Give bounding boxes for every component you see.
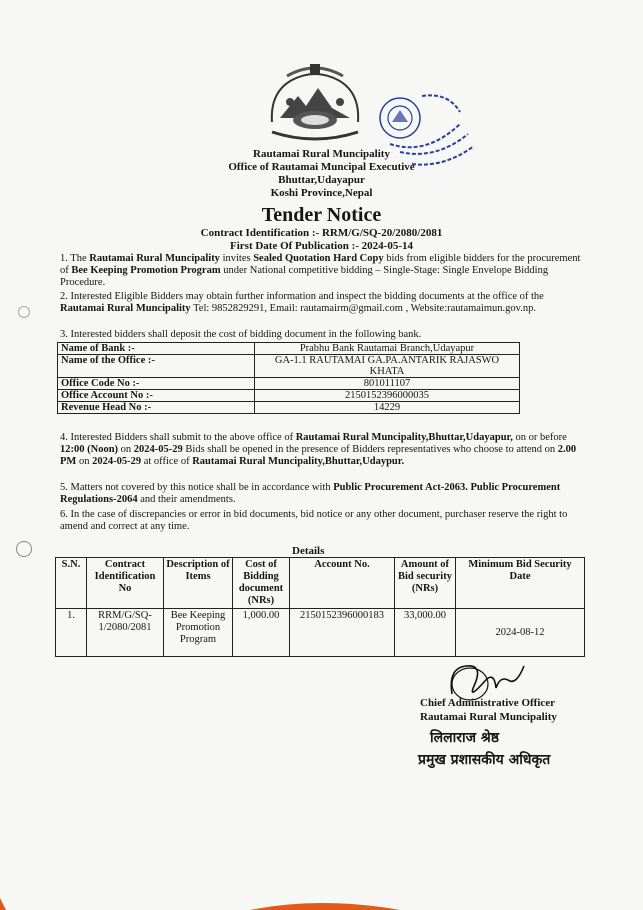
paragraph-1: 1. The Rautamai Rural Muncipality invites Sealed Quotation Hard Copy bids from eligible bidders for the procurement of Bee Keeping Promotion Program under National competitive bidding – Single-Stage: Single Envelope Bidding Procedure. — [60, 253, 581, 288]
header-min-date: Minimum Bid Security Date — [456, 558, 585, 609]
bank-details-table — [57, 342, 520, 414]
header-account: Account No. — [290, 558, 395, 609]
publication-date: First Date Of Publication :- 2024-05-14 — [230, 240, 413, 252]
details-caption: Details — [292, 545, 325, 557]
cell-contract-id: RRM/G/SQ-1/2080/2081 — [87, 609, 164, 657]
signatory-office: Rautamai Rural Muncipality — [420, 711, 557, 723]
cell-description: Bee Keeping Promotion Program — [164, 609, 233, 657]
bank-name-label: Name of Bank :- — [58, 343, 255, 355]
header-cost: Cost of Bidding document (NRs) — [233, 558, 290, 609]
details-table — [55, 557, 585, 657]
table-header-row — [56, 558, 585, 609]
office-account-label: Office Account No :- — [58, 390, 255, 402]
paragraph-6: 6. In the case of discrepancies or error in bid documents, bid notice or any other document, purchaser reserve the right to amend and correct at any time. — [60, 509, 568, 532]
table-row — [58, 390, 520, 402]
office-code-value: 801011107 — [255, 378, 520, 390]
cell-account: 2150152396000183 — [290, 609, 395, 657]
page-title: Tender Notice — [261, 204, 382, 226]
header-amount: Amount of Bid security (NRs) — [395, 558, 456, 609]
paragraph-4: 4. Interested Bidders shall submit to the above office of Rautamai Rural Muncipality,Bhuttar,Udayapur, on or before 12:00 (Noon) on 2024-05-29 Bids shall be opened in the presence of Bidders representatives who choose to attend on 2.00 PM on 2024-05-29 at office of Rautamai Rural Muncipality,Bhuttar,Udaypur. — [60, 432, 577, 467]
header-contract-id: Contract Identification No — [87, 558, 164, 609]
office-name-value: GA-1.1 RAUTAMAI GA.PA.ANTARIK RAJASWO KHATA — [255, 355, 520, 378]
cell-cost: 1,000.00 — [233, 609, 290, 657]
paragraph-3: 3. Interested bidders shall deposit the cost of bidding document in the following bank. — [60, 329, 422, 340]
office-code-label: Office Code No :- — [58, 378, 255, 390]
signatory-title-nepali: प्रमुख प्रशासकीय अधिकृत — [418, 752, 551, 768]
signatory-name-nepali: लिलाराज श्रेष्ठ — [430, 730, 500, 746]
table-row — [58, 355, 520, 378]
paragraph-2: 2. Interested Eligible Bidders may obtain further information and inspect the bidding documents at the office of the Rautamai Rural Muncipality Tel: 9852829291, Email: rautamairm@gmail.com , Website:rautamaimun.gov.np. — [60, 291, 544, 314]
header-line-1: Rautamai Rural Muncipality — [253, 148, 390, 160]
revenue-head-value: 14229 — [255, 402, 520, 414]
punch-hole-mark — [18, 306, 30, 318]
header-description: Description of Items — [164, 558, 233, 609]
header-line-2: Office of Rautamai Muncipal Executive — [228, 161, 415, 173]
table-row — [56, 609, 585, 657]
contract-identification: Contract Identification :- RRM/G/SQ-20/2080/2081 — [200, 227, 443, 239]
table-row — [58, 343, 520, 355]
office-account-value: 2150152396000035 — [255, 390, 520, 402]
table-row — [58, 402, 520, 414]
office-name-label: Name of the Office :- — [58, 355, 255, 378]
nepal-emblem-icon — [262, 62, 368, 148]
header-line-3: Bhuttar,Udayapur — [278, 174, 365, 186]
header-sn: S.N. — [56, 558, 87, 609]
bank-name-value: Prabhu Bank Rautamai Branch,Udayapur — [255, 343, 520, 355]
punch-hole-mark — [16, 541, 32, 557]
page-edge-decoration — [0, 880, 643, 910]
signatory-title: Chief Administrative Officer — [420, 697, 556, 709]
cell-sn: 1. — [56, 609, 87, 657]
table-row — [58, 378, 520, 390]
cell-min-date: 2024-08-12 — [456, 609, 585, 657]
header-line-4: Koshi Province,Nepal — [270, 187, 373, 199]
paragraph-5: 5. Matters not covered by this notice shall be in accordance with Public Procurement Act-2063. Public Procurement Regulations-2064 and their amendments. — [60, 482, 561, 505]
revenue-head-label: Revenue Head No :- — [58, 402, 255, 414]
cell-amount: 33,000.00 — [395, 609, 456, 657]
